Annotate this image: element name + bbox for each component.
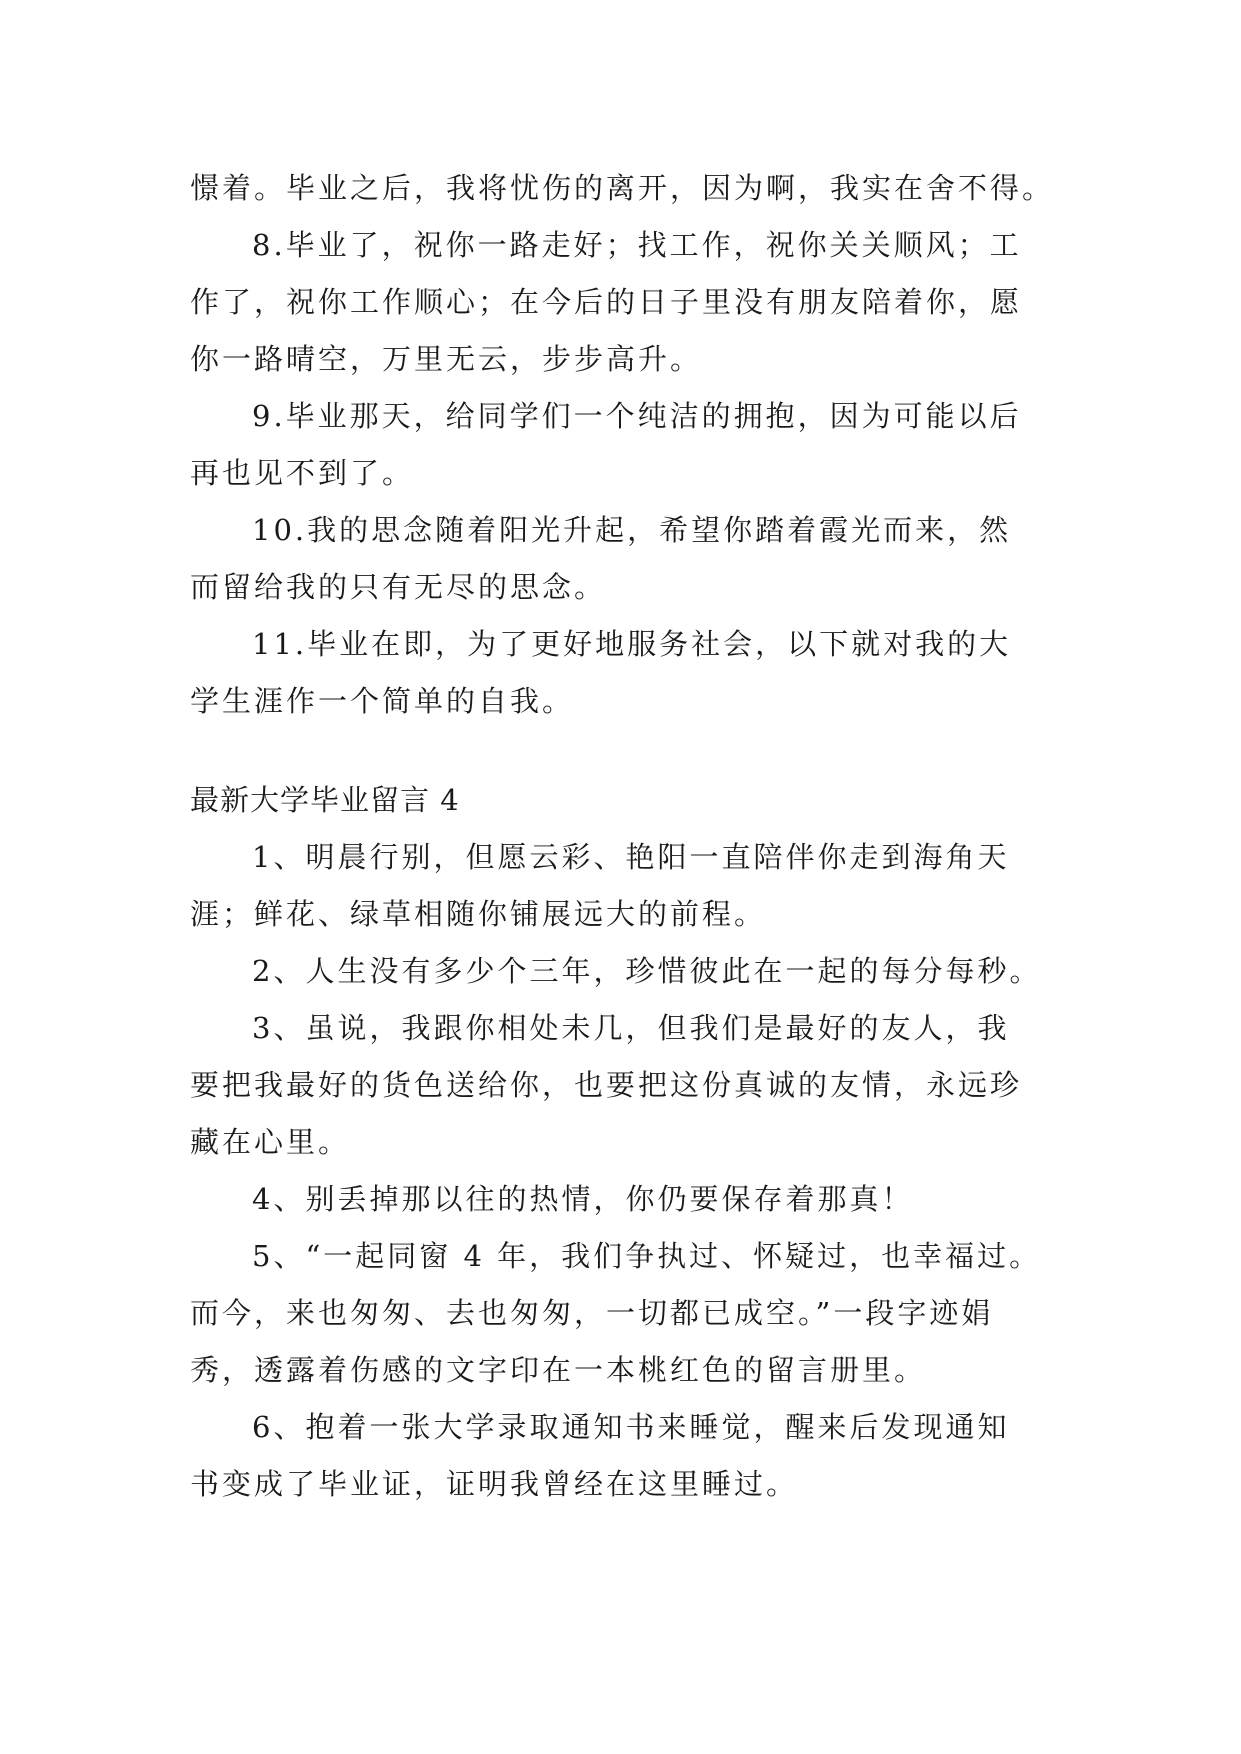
text-line: 而今，来也匆匆、去也匆匆，一切都已成空。”一段字迹娟: [190, 1296, 994, 1330]
text-line: 你一路晴空，万里无云，步步高升。: [190, 342, 703, 376]
text-line: 藏在心里。: [190, 1125, 351, 1159]
text-line: 1、明晨行别，但愿云彩、艳阳一直陪伴你走到海角天: [252, 840, 1010, 874]
list-item: [190, 502, 1060, 616]
list-item: [190, 616, 1060, 730]
text-line: 秀，透露着伤感的文字印在一本桃红色的留言册里。: [190, 1353, 927, 1387]
text-line: 8.毕业了，祝你一路走好；找工作，祝你关关顺风；工: [252, 228, 1022, 262]
list-item: [190, 1399, 1060, 1513]
list-item: [190, 217, 1060, 388]
text-line: 学生涯作一个简单的自我。: [190, 684, 575, 718]
document-body: [190, 160, 1060, 1513]
text-line: 书变成了毕业证，证明我曾经在这里睡过。: [190, 1467, 799, 1501]
list-item: [190, 1000, 1060, 1171]
text-line: 11.毕业在即，为了更好地服务社会，以下就对我的大: [252, 627, 1012, 661]
list-item: [190, 1228, 1060, 1399]
list-item: [190, 1171, 1060, 1228]
text-line: 再也见不到了。: [190, 456, 415, 490]
list-item: [190, 943, 1060, 1000]
text-line: 作了，祝你工作顺心；在今后的日子里没有朋友陪着你，愿: [190, 285, 1023, 319]
text-line: 10.我的思念随着阳光升起，希望你踏着霞光而来，然: [252, 513, 1012, 547]
text-line: 9.毕业那天，给同学们一个纯洁的拥抱，因为可能以后: [252, 399, 1022, 433]
text-line: 涯；鲜花、绿草相随你铺展远大的前程。: [190, 897, 767, 931]
text-line: 4、别丢掉那以往的热情，你仍要保存着那真！: [252, 1182, 914, 1216]
text-line: 6、抱着一张大学录取通知书来睡觉，醒来后发现通知: [252, 1410, 1010, 1444]
text-line: 要把我最好的货色送给你，也要把这份真诚的友情，永远珍: [190, 1068, 1023, 1102]
text-line: 2、人生没有多少个三年，珍惜彼此在一起的每分每秒。: [252, 954, 1042, 988]
section-heading: 最新大学毕业留言 4: [190, 783, 460, 817]
text-line: 5、“一起同窗 4 年，我们争执过、怀疑过，也幸福过。: [252, 1239, 1042, 1273]
text-line: 而留给我的只有无尽的思念。: [190, 570, 607, 604]
list-item: [190, 829, 1060, 943]
text-line: 憬着。毕业之后，我将忧伤的离开，因为啊，我实在舍不得。: [190, 171, 1055, 205]
text-line: 3、虽说，我跟你相处未几，但我们是最好的友人，我: [252, 1011, 1010, 1045]
list-item: [190, 388, 1060, 502]
